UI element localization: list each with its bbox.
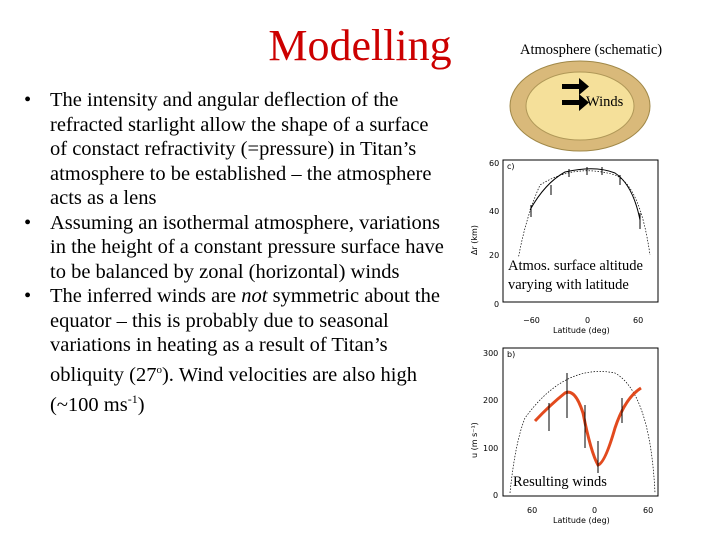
bullet-list	[20, 88, 450, 417]
atmosphere-schematic	[505, 60, 665, 152]
error-bars	[549, 373, 622, 483]
ytick-label: 0	[494, 300, 500, 309]
panel-letter: c)	[507, 162, 515, 171]
x-axis-label: Latitude (deg)	[553, 326, 610, 335]
slide-title: Modelling	[268, 21, 452, 70]
panel-letter: b)	[507, 350, 516, 359]
xtick-label: 0	[585, 316, 591, 325]
ytick-label: 200	[483, 396, 499, 405]
bullet-glyph: •	[24, 211, 32, 234]
altitude-annotation	[508, 257, 643, 295]
ytick-label: 100	[483, 444, 499, 453]
ytick-label: 0	[493, 491, 499, 500]
bullet-text: )	[137, 393, 145, 416]
xtick-label: 0	[592, 506, 598, 515]
superscript: -1	[127, 391, 138, 406]
xtick-label: 60	[643, 506, 654, 515]
ytick-label: 20	[489, 251, 500, 260]
xtick-label: −60	[523, 316, 540, 325]
bullet-glyph: •	[24, 89, 32, 111]
resulting-winds-curve	[535, 388, 641, 465]
bullet-text: The inferred winds are	[50, 285, 242, 307]
schematic-label: Atmosphere (schematic)	[520, 42, 663, 58]
bullet-text: ). Wind velocities are also high (~100 ms	[50, 363, 417, 416]
bullet-text: The intensity and angular deflection of the refracted starlight allow the shape of a surface of constact refractivity (=pressure) in Titan’s atmosphere to be established – the atmosphere acts as a lens	[50, 89, 432, 209]
xtick-label: 60	[633, 316, 644, 325]
bullet-emphasis: not	[241, 285, 268, 307]
ytick-label: 60	[489, 159, 500, 168]
bullet-item	[20, 211, 450, 285]
degree-mark: o	[156, 363, 162, 376]
bullet-item	[20, 284, 450, 417]
x-axis-label: Latitude (deg)	[553, 516, 610, 525]
altitude-figure	[465, 155, 700, 335]
bullet-glyph: •	[24, 285, 32, 307]
ytick-label: 300	[483, 349, 499, 358]
annotation-line: Atmos. surface altitude	[508, 258, 643, 274]
error-bars	[531, 167, 640, 229]
bullet-text: Assuming an isothermal atmosphere, variations in the height of a constant pressure surface have to be balanced by zonal (horizontal) winds	[50, 211, 444, 283]
winds-figure	[465, 343, 700, 528]
winds-label: Winds	[586, 94, 624, 110]
y-axis-label: Δr (km)	[470, 225, 479, 255]
bullet-text: symmetric about the equator – this is probably due to seasonal variations in heating as a result of Titan’s obliquity (27	[50, 285, 440, 386]
altitude-fit	[530, 169, 640, 220]
bullet-item	[20, 88, 450, 211]
y-axis-label: u (m s⁻¹)	[470, 422, 479, 458]
winds-annotation: Resulting winds	[513, 474, 607, 490]
ytick-label: 40	[489, 207, 500, 216]
xtick-label: 60	[527, 506, 538, 515]
annotation-line: varying with latitude	[508, 277, 629, 293]
